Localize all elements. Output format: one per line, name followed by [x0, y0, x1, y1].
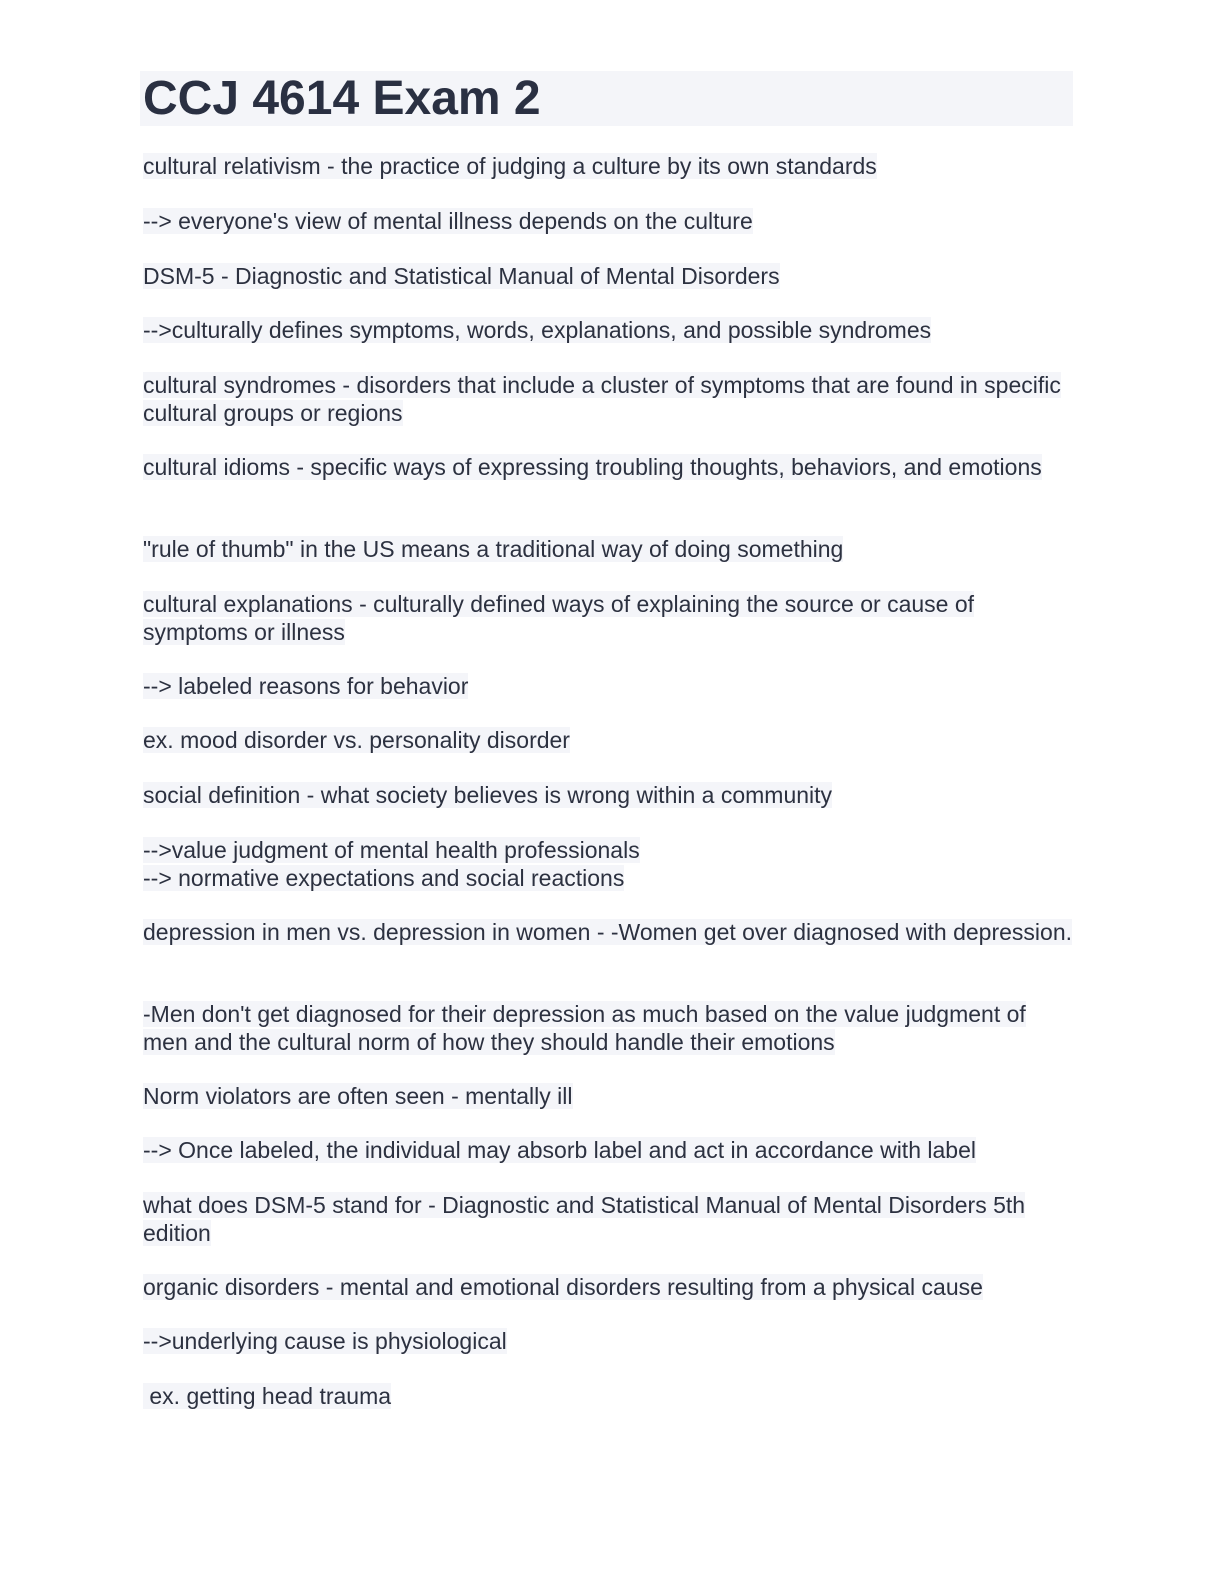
paragraph: [143, 1327, 1073, 1355]
paragraph: [143, 1082, 1073, 1110]
paragraph-text: cultural idioms - specific ways of expressing troubling thoughts, behaviors, and emotions: [143, 454, 1042, 480]
paragraph: [143, 262, 1073, 290]
title-banner: [140, 71, 1073, 126]
paragraph: [143, 836, 1073, 892]
paragraph: [143, 1273, 1073, 1301]
paragraph: [143, 726, 1073, 754]
paragraph-text: --> Once labeled, the individual may absorb label and act in accordance with label: [143, 1137, 976, 1163]
paragraph-text: ex. mood disorder vs. personality disorder: [143, 727, 570, 753]
paragraph-text: what does DSM-5 stand for - Diagnostic and Statistical Manual of Mental Disorders 5th edition: [143, 1192, 1026, 1246]
paragraph-text: social definition - what society believes is wrong within a community: [143, 782, 833, 808]
paragraph-text: --> labeled reasons for behavior: [143, 673, 469, 699]
paragraph: [143, 1191, 1073, 1247]
paragraph: [143, 207, 1073, 235]
paragraph: [143, 535, 1073, 563]
paragraph: [143, 152, 1073, 180]
paragraph: [143, 672, 1073, 700]
paragraph-text: -Men don't get diagnosed for their depression as much based on the value judgment of men and the cultural norm of how they should handle their emotions: [143, 1001, 1026, 1055]
paragraph-text: cultural relativism - the practice of judging a culture by its own standards: [143, 153, 877, 179]
paragraph: [143, 781, 1073, 809]
paragraph: [143, 1382, 1073, 1410]
paragraph: [143, 316, 1073, 344]
paragraph: [143, 1000, 1073, 1056]
paragraph: [143, 1136, 1073, 1164]
paragraph: [143, 453, 1073, 481]
paragraph: [143, 918, 1073, 946]
paragraph-text: cultural explanations - culturally defined ways of explaining the source or cause of symptoms or illness: [143, 591, 975, 645]
paragraph-text: --> normative expectations and social reactions: [143, 865, 625, 891]
paragraph-text: cultural syndromes - disorders that include a cluster of symptoms that are found in specific cultural groups or regions: [143, 372, 1061, 426]
paragraph-text: organic disorders - mental and emotional disorders resulting from a physical cause: [143, 1274, 983, 1300]
paragraph-text: depression in men vs. depression in women - -Women get over diagnosed with depression.: [143, 919, 1073, 945]
paragraph-text: "rule of thumb" in the US means a traditional way of doing something: [143, 536, 844, 562]
document-title: CCJ 4614 Exam 2: [143, 72, 541, 125]
paragraph-text: Norm violators are often seen - mentally ill: [143, 1083, 573, 1109]
paragraph-text: ex. getting head trauma: [143, 1383, 392, 1409]
paragraph: [143, 371, 1073, 427]
paragraph-text: -->value judgment of mental health professionals: [143, 837, 640, 863]
paragraph-text: DSM-5 - Diagnostic and Statistical Manual of Mental Disorders: [143, 263, 780, 289]
paragraph-text: --> everyone's view of mental illness depends on the culture: [143, 208, 753, 234]
paragraph-text: -->culturally defines symptoms, words, explanations, and possible syndromes: [143, 317, 932, 343]
paragraph-text: -->underlying cause is physiological: [143, 1328, 507, 1354]
paragraph: [143, 590, 1073, 646]
